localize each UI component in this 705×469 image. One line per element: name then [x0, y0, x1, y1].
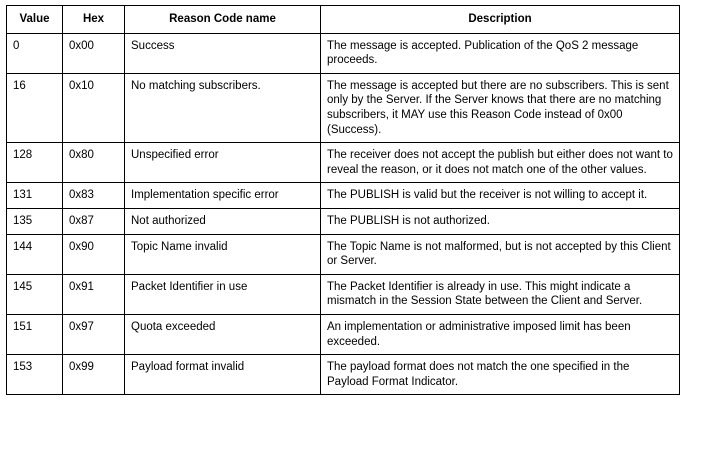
table-row: [7, 355, 680, 395]
cell-value: 144: [7, 234, 63, 274]
cell-description: An implementation or administrative imposed limit has been exceeded.: [321, 314, 680, 354]
cell-description: The message is accepted but there are no subscribers. This is sent only by the Server. If the Server knows that there are no matching subscribers, it MAY use this Reason Code instead of 0x00 (Success).: [321, 73, 680, 142]
table-header-row: [7, 6, 680, 34]
table-row: [7, 73, 680, 142]
cell-description: The message is accepted. Publication of the QoS 2 message proceeds.: [321, 33, 680, 73]
cell-reason-code-name: Success: [125, 33, 321, 73]
table-row: [7, 33, 680, 73]
cell-hex: 0x80: [63, 143, 125, 183]
column-header-value: Value: [7, 6, 63, 34]
cell-reason-code-name: Not authorized: [125, 208, 321, 234]
cell-value: 0: [7, 33, 63, 73]
cell-hex: 0x87: [63, 208, 125, 234]
cell-hex: 0x91: [63, 274, 125, 314]
cell-description: The receiver does not accept the publish but either does not want to reveal the reason, or it does not match one of the other values.: [321, 143, 680, 183]
cell-hex: 0x10: [63, 73, 125, 142]
table-row: [7, 143, 680, 183]
reason-codes-table: [6, 5, 680, 395]
cell-reason-code-name: Implementation specific error: [125, 183, 321, 209]
table-row: [7, 208, 680, 234]
cell-hex: 0x97: [63, 314, 125, 354]
cell-description: The PUBLISH is valid but the receiver is not willing to accept it.: [321, 183, 680, 209]
cell-hex: 0x00: [63, 33, 125, 73]
table-row: [7, 183, 680, 209]
cell-value: 131: [7, 183, 63, 209]
cell-description: The payload format does not match the one specified in the Payload Format Indicator.: [321, 355, 680, 395]
column-header-description: Description: [321, 6, 680, 34]
cell-hex: 0x83: [63, 183, 125, 209]
table-row: [7, 314, 680, 354]
document-page: [0, 5, 705, 469]
cell-value: 128: [7, 143, 63, 183]
cell-hex: 0x90: [63, 234, 125, 274]
cell-value: 145: [7, 274, 63, 314]
cell-description: The Topic Name is not malformed, but is not accepted by this Client or Server.: [321, 234, 680, 274]
cell-reason-code-name: No matching subscribers.: [125, 73, 321, 142]
table-header: [7, 6, 680, 34]
table-row: [7, 234, 680, 274]
cell-description: The Packet Identifier is already in use. This might indicate a mismatch in the Session State between the Client and Server.: [321, 274, 680, 314]
cell-reason-code-name: Packet Identifier in use: [125, 274, 321, 314]
cell-reason-code-name: Unspecified error: [125, 143, 321, 183]
cell-value: 135: [7, 208, 63, 234]
cell-value: 153: [7, 355, 63, 395]
column-header-reason-code-name: Reason Code name: [125, 6, 321, 34]
cell-reason-code-name: Topic Name invalid: [125, 234, 321, 274]
cell-value: 151: [7, 314, 63, 354]
cell-reason-code-name: Payload format invalid: [125, 355, 321, 395]
cell-value: 16: [7, 73, 63, 142]
cell-hex: 0x99: [63, 355, 125, 395]
column-header-hex: Hex: [63, 6, 125, 34]
cell-description: The PUBLISH is not authorized.: [321, 208, 680, 234]
table-body: [7, 33, 680, 395]
cell-reason-code-name: Quota exceeded: [125, 314, 321, 354]
table-row: [7, 274, 680, 314]
